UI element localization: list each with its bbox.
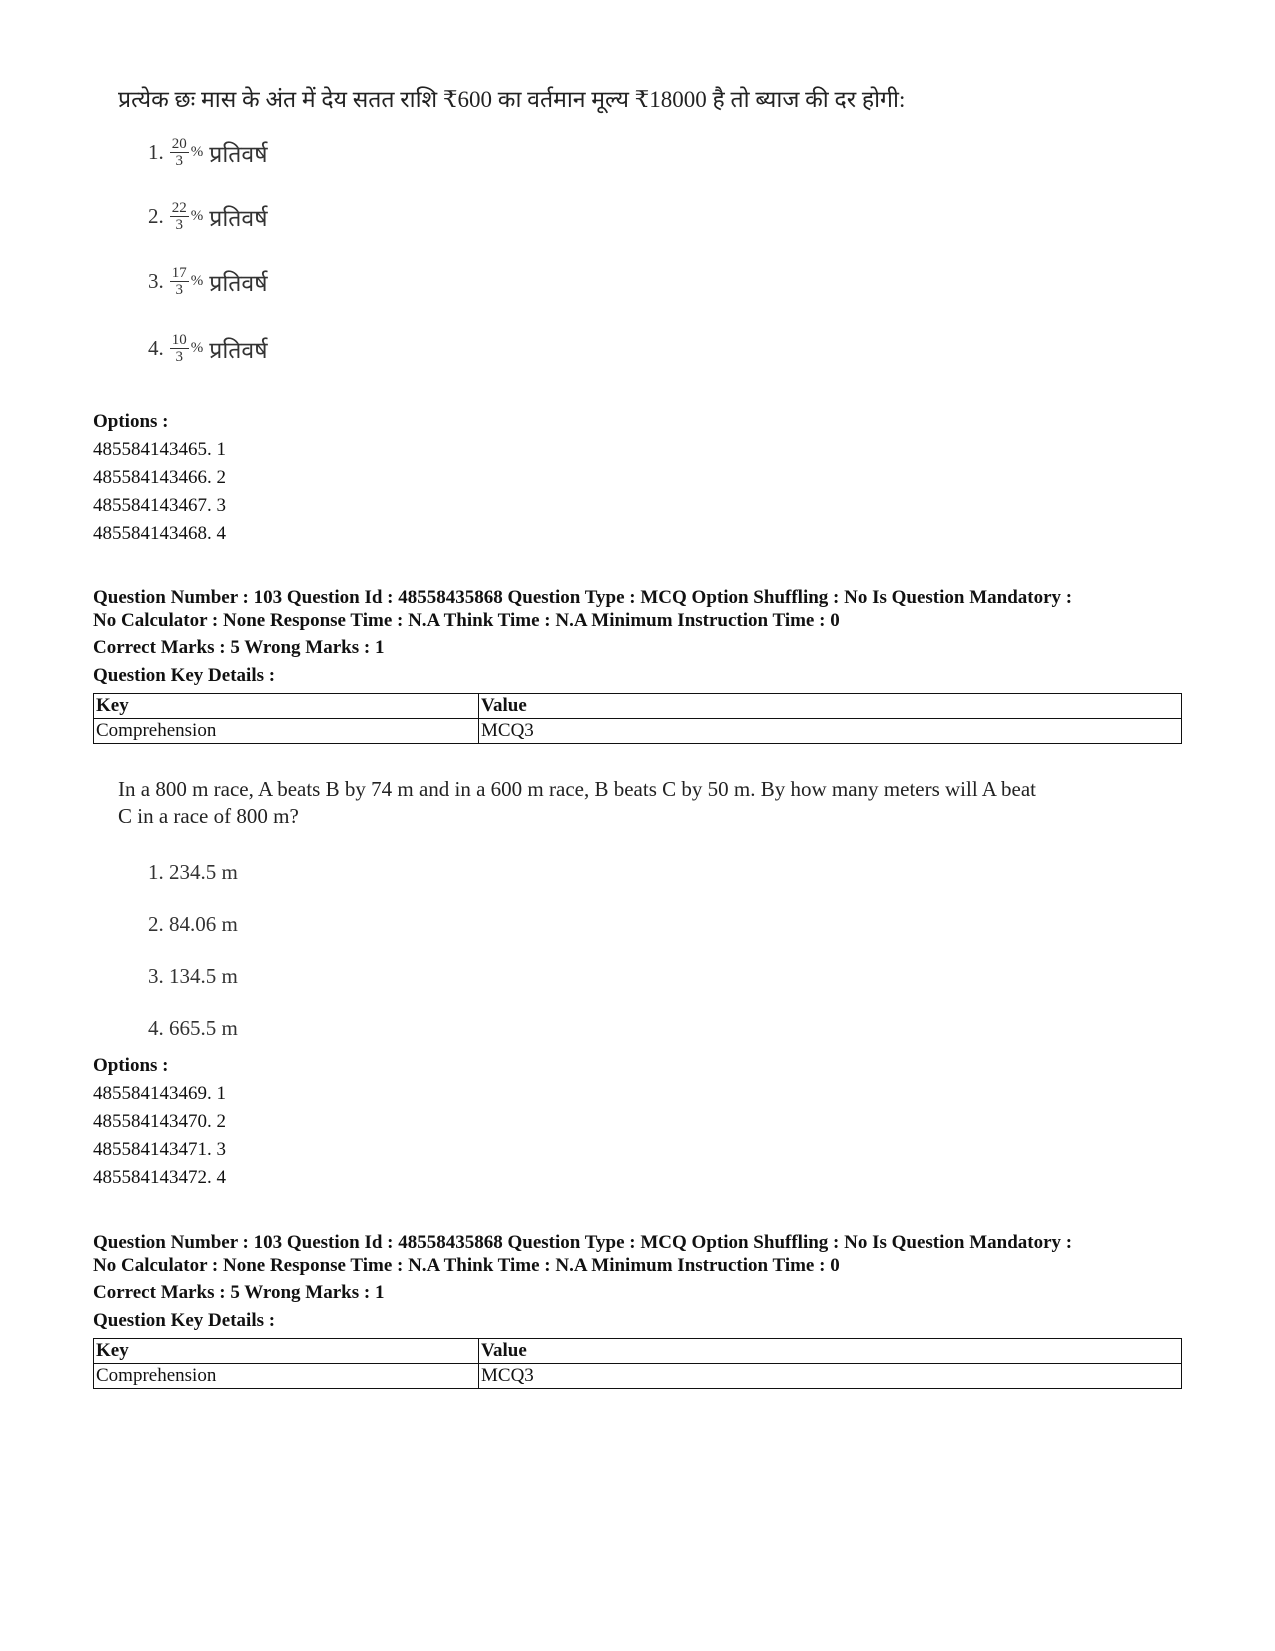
table-cell-key: Comprehension <box>94 1364 479 1389</box>
option-id-line: 485584143471. 3 <box>93 1139 226 1160</box>
meta-line: Question Number : 103 Question Id : 48558435868 Question Type : MCQ Option Shuffling : No Is Question Mandatory : <box>93 1232 1073 1253</box>
question-3-key-details-label: Question Key Details : <box>93 1310 276 1331</box>
question-1-choice-2 <box>148 200 268 233</box>
fraction-denominator: 3 <box>175 153 183 169</box>
percent-sign: % <box>190 340 204 356</box>
fraction-denominator: 3 <box>175 282 183 298</box>
question-2-stem <box>118 776 1178 830</box>
table-cell-value: MCQ3 <box>479 1364 1182 1389</box>
table-row <box>94 1364 1182 1389</box>
choice-suffix: प्रतिवर्ष <box>209 337 268 363</box>
meta-line: No Calculator : None Response Time : N.A Think Time : N.A Minimum Instruction Time : 0 <box>93 610 840 631</box>
question-2-choice-4: 4. 665.5 m <box>148 1016 238 1040</box>
meta-line: No Calculator : None Response Time : N.A Think Time : N.A Minimum Instruction Time : 0 <box>93 1255 840 1276</box>
option-id-line: 485584143467. 3 <box>93 495 226 516</box>
percent-sign: % <box>190 273 204 289</box>
option-id-line: 485584143465. 1 <box>93 439 226 460</box>
choice-suffix: प्रतिवर्ष <box>209 205 268 231</box>
options-label: Options : <box>93 1055 169 1076</box>
fraction-numerator: 17 <box>171 265 187 281</box>
table-header-key: Key <box>94 694 479 719</box>
table-header-row <box>94 1339 1182 1364</box>
fraction-numerator: 22 <box>171 200 187 216</box>
question-3-meta <box>93 1231 1193 1277</box>
fraction-denominator: 3 <box>175 217 183 233</box>
question-1-stem: प्रत्येक छः मास के अंत में देय सतत राशि ₹600 का वर्तमान मूल्य ₹18000 है तो ब्याज की दर होगी: <box>118 87 906 112</box>
fraction-numerator: 10 <box>171 332 187 348</box>
choice-number: 2. <box>148 204 164 228</box>
choice-number: 3. <box>148 269 164 293</box>
fraction <box>170 332 189 365</box>
options-label: Options : <box>93 411 169 432</box>
meta-line: Question Number : 103 Question Id : 48558435868 Question Type : MCQ Option Shuffling : No Is Question Mandatory : <box>93 587 1073 608</box>
question-2-meta <box>93 586 1193 632</box>
fraction <box>170 200 189 233</box>
fraction <box>170 265 189 298</box>
question-2-choice-2: 2. 84.06 m <box>148 912 238 936</box>
option-id-line: 485584143472. 4 <box>93 1167 226 1188</box>
percent-sign: % <box>190 208 204 224</box>
choice-suffix: प्रतिवर्ष <box>209 141 268 167</box>
choice-number: 1. <box>148 140 164 164</box>
question-1-choice-1 <box>148 136 268 169</box>
table-cell-key: Comprehension <box>94 719 479 744</box>
table-cell-value: MCQ3 <box>479 719 1182 744</box>
question-2-choice-3: 3. 134.5 m <box>148 964 238 988</box>
question-3-key-table <box>93 1338 1182 1389</box>
question-2-key-details-label: Question Key Details : <box>93 665 276 686</box>
table-header-row <box>94 694 1182 719</box>
fraction-denominator: 3 <box>175 349 183 365</box>
fraction <box>170 136 189 169</box>
stem-line: In a 800 m race, A beats B by 74 m and in a 600 m race, B beats C by 50 m. By how many meters will A beat <box>118 777 1037 801</box>
question-1-choice-4 <box>148 332 268 365</box>
table-header-value: Value <box>479 1339 1182 1364</box>
choice-number: 4. <box>148 336 164 360</box>
table-header-key: Key <box>94 1339 479 1364</box>
choice-suffix: प्रतिवर्ष <box>209 270 268 296</box>
option-id-line: 485584143466. 2 <box>93 467 226 488</box>
option-id-line: 485584143468. 4 <box>93 523 226 544</box>
table-row <box>94 719 1182 744</box>
question-2-key-table <box>93 693 1182 744</box>
question-2-marks: Correct Marks : 5 Wrong Marks : 1 <box>93 637 385 658</box>
stem-line: C in a race of 800 m? <box>118 804 299 828</box>
option-id-line: 485584143469. 1 <box>93 1083 226 1104</box>
percent-sign: % <box>190 144 204 160</box>
table-header-value: Value <box>479 694 1182 719</box>
question-2-choice-1: 1. 234.5 m <box>148 860 238 884</box>
option-id-line: 485584143470. 2 <box>93 1111 226 1132</box>
question-3-marks: Correct Marks : 5 Wrong Marks : 1 <box>93 1282 385 1303</box>
question-1-choice-3 <box>148 265 268 298</box>
fraction-numerator: 20 <box>171 136 187 152</box>
